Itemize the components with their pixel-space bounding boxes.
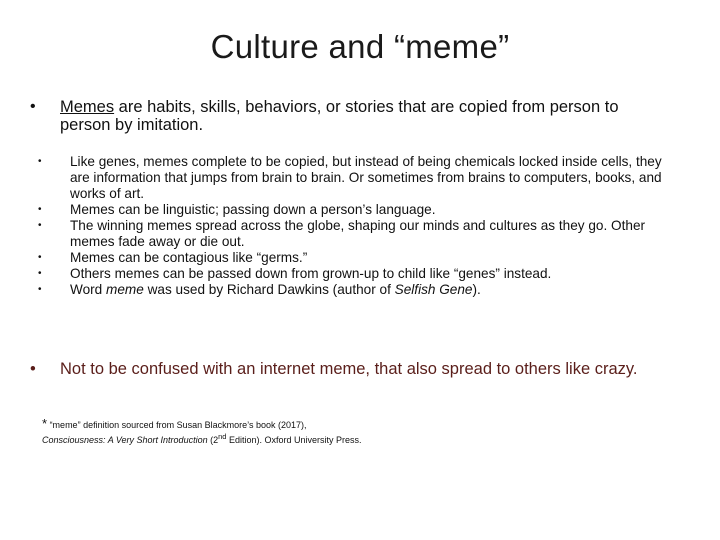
main-bullet-text — [60, 98, 670, 134]
book-title: Selfish Gene — [394, 282, 473, 297]
slide-title: Culture and “meme” — [210, 28, 510, 65]
sub-bullet — [38, 282, 678, 298]
main-bullet — [30, 98, 670, 134]
superscript: nd — [218, 432, 227, 441]
bullet-marker: • — [30, 98, 36, 115]
sub-bullet — [38, 250, 678, 266]
text-fragment: (2 — [207, 435, 219, 445]
sub-bullet-text — [70, 282, 678, 298]
sub-bullet-text: Memes can be linguistic; passing down a person’s language. — [70, 202, 436, 217]
bullet-marker: • — [38, 284, 42, 295]
bullet-marker: • — [38, 252, 42, 263]
sub-bullet — [38, 218, 678, 250]
sub-bullet — [38, 202, 678, 218]
sub-bullet-list — [38, 154, 678, 298]
sub-bullet-text: The winning memes spread across the globe, shaping our minds and cultures as they go. Other memes fade away or die out. — [70, 218, 646, 249]
footnote-line-1 — [42, 418, 682, 431]
bullet-marker: • — [38, 204, 42, 215]
text-fragment: was used by Richard Dawkins (author of — [143, 282, 395, 297]
footnote-text: “meme” definition sourced from Susan Blackmore’s book (2017), — [47, 420, 307, 430]
internet-meme-bullet — [30, 360, 670, 378]
footnote-book-title: Consciousness: A Very Short Introduction — [42, 435, 208, 445]
meme-word: meme — [106, 282, 144, 297]
sub-bullet-text: Memes can be contagious like “germs.” — [70, 250, 308, 265]
footnote — [42, 418, 682, 446]
sub-bullet-text: Like genes, memes complete to be copied, but instead of being chemicals locked inside cells, they are information that jumps from brain to brain. Or sometimes from brains to computers, books, and works of art. — [70, 154, 662, 201]
sub-bullet-text: Others memes can be passed down from grown-up to child like “genes” instead. — [70, 266, 552, 281]
bullet-marker: • — [38, 220, 42, 231]
bullet-marker: • — [38, 156, 42, 167]
footnote-star: * — [42, 416, 48, 431]
text-fragment: Edition). Oxford University Press. — [226, 435, 362, 445]
bullet-marker: • — [30, 360, 36, 378]
sub-bullet — [38, 154, 678, 202]
text-fragment: Word — [70, 282, 107, 297]
footnote-line-2 — [42, 431, 682, 446]
sub-bullet — [38, 266, 678, 282]
bullet-marker: • — [38, 268, 42, 279]
main-bullet-rest: are habits, skills, behaviors, or stories that are copied from person to person by imitation. — [60, 98, 619, 134]
internet-meme-text: Not to be confused with an internet meme, that also spread to others like crazy. — [60, 360, 638, 378]
memes-term: Memes — [60, 98, 115, 116]
text-fragment: ). — [472, 282, 481, 297]
